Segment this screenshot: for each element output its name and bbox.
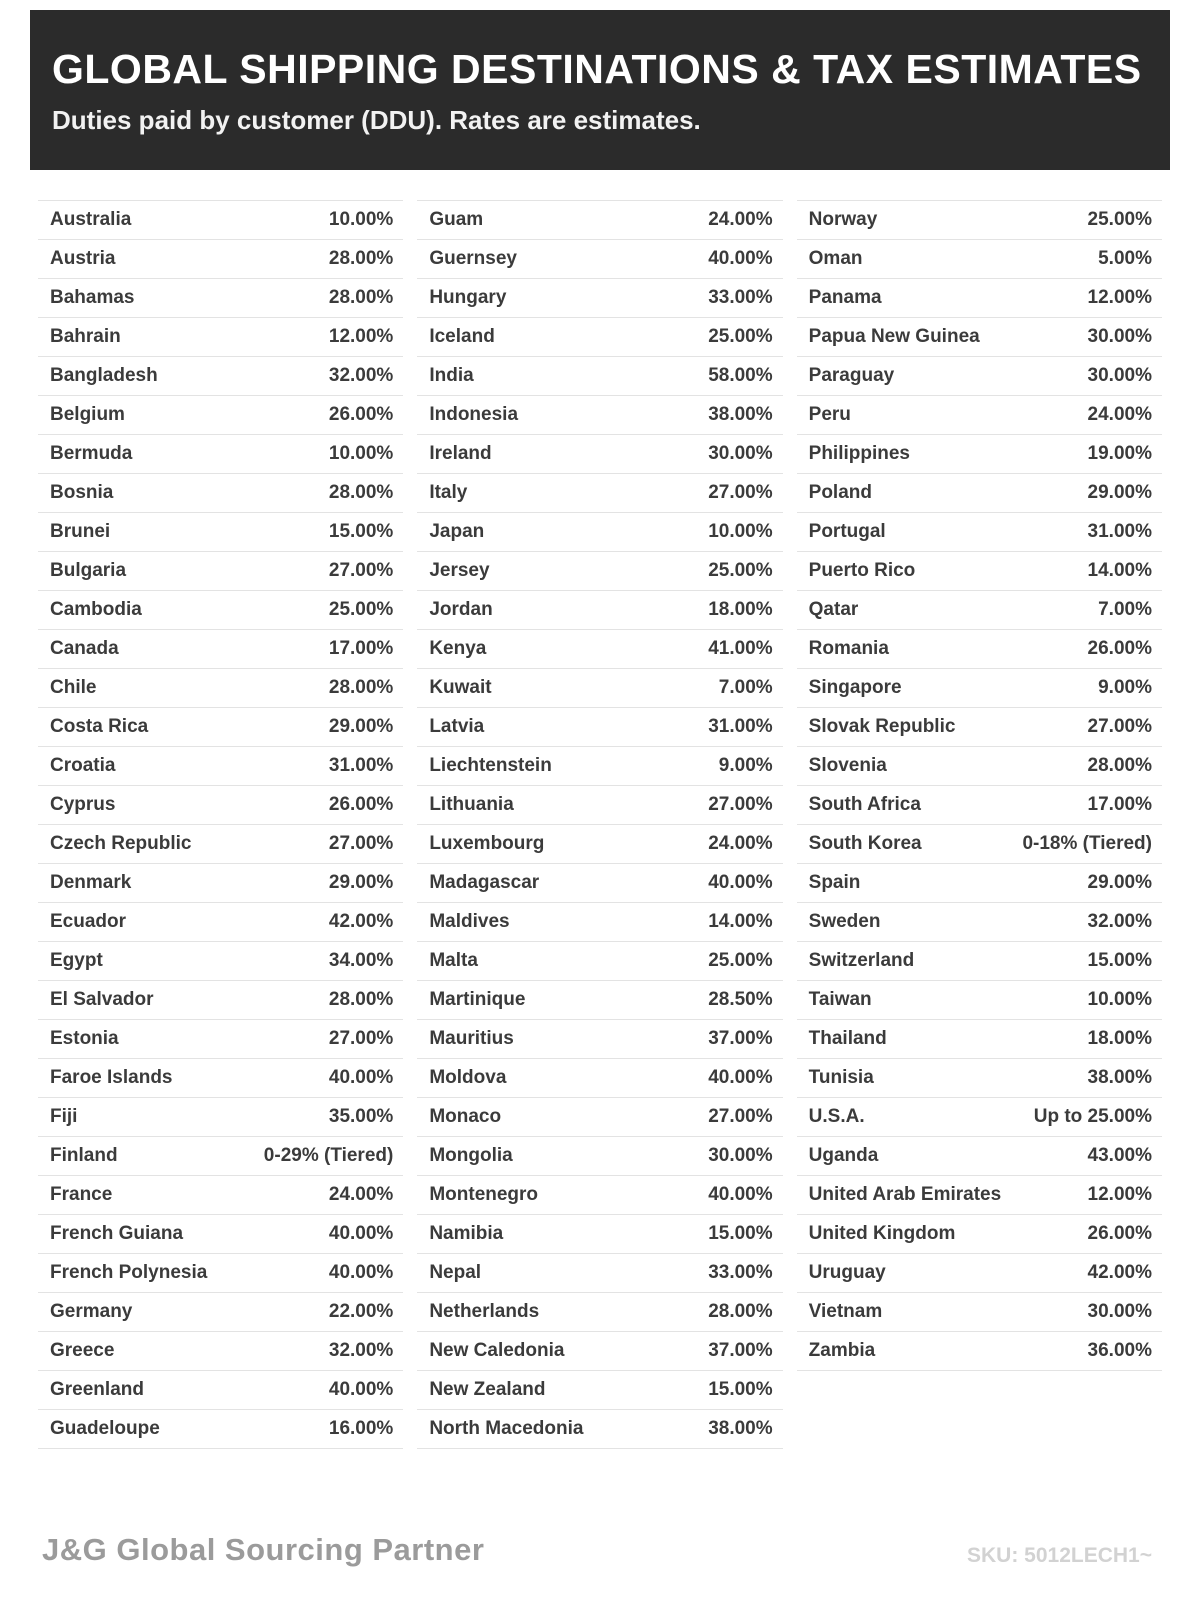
rate-row (38, 1176, 403, 1215)
tax-rate: 30.00% (1087, 365, 1152, 386)
country-name: Ireland (429, 443, 492, 464)
country-name: Belgium (50, 404, 125, 425)
rate-row (797, 786, 1162, 825)
tax-rate: 42.00% (1087, 1262, 1152, 1283)
rate-row (797, 825, 1162, 864)
tax-rate: 18.00% (708, 599, 773, 620)
tax-rate: 10.00% (328, 443, 394, 464)
country-name: Puerto Rico (808, 560, 916, 581)
rate-row (38, 1098, 403, 1137)
country-name: Kuwait (429, 677, 492, 698)
country-name: Uruguay (808, 1262, 886, 1283)
country-name: Estonia (50, 1028, 119, 1049)
country-name: Ecuador (50, 911, 127, 932)
country-name: Nepal (429, 1262, 482, 1283)
rate-row (797, 552, 1162, 591)
rate-row (417, 1332, 782, 1371)
country-name: Guadeloupe (50, 1418, 160, 1439)
tax-rate: 30.00% (708, 1145, 773, 1166)
rate-row (417, 396, 782, 435)
rates-column-1 (38, 200, 403, 1449)
country-name: Iceland (429, 326, 495, 347)
country-name: Croatia (50, 755, 116, 776)
rate-row (38, 435, 403, 474)
country-name: North Macedonia (429, 1418, 584, 1439)
tax-rate: 37.00% (708, 1340, 773, 1361)
rate-row (417, 1098, 782, 1137)
rate-row (38, 981, 403, 1020)
rate-row (797, 669, 1162, 708)
country-name: French Polynesia (50, 1262, 208, 1283)
tax-rate: 41.00% (708, 638, 773, 659)
country-name: Norway (808, 209, 878, 230)
tax-rate: 25.00% (708, 950, 773, 971)
tax-rate: 18.00% (1087, 1028, 1152, 1049)
country-name: Chile (50, 677, 97, 698)
tax-rate: 31.00% (708, 716, 773, 737)
brand-name: J&G Global Sourcing Partner (42, 1532, 485, 1567)
country-name: Hungary (429, 287, 507, 308)
country-name: Bosnia (50, 482, 114, 503)
tax-rate: 40.00% (708, 1067, 773, 1088)
tax-rate: 27.00% (708, 794, 773, 815)
country-name: Liechtenstein (429, 755, 552, 776)
tax-rate: 25.00% (708, 326, 773, 347)
tax-rate: 40.00% (328, 1223, 394, 1244)
country-name: Sweden (808, 911, 881, 932)
country-name: Taiwan (808, 989, 872, 1010)
country-name: Australia (50, 209, 132, 230)
rate-row (797, 474, 1162, 513)
page-subtitle: Duties paid by customer (DDU). Rates are estimates. (52, 105, 701, 135)
tax-rate: 28.00% (328, 482, 394, 503)
country-name: Romania (808, 638, 889, 659)
rate-row (38, 279, 403, 318)
country-name: South Korea (808, 833, 922, 854)
tax-rate: 19.00% (1087, 443, 1152, 464)
country-name: French Guiana (50, 1223, 184, 1244)
country-name: Indonesia (429, 404, 519, 425)
country-name: Austria (50, 248, 116, 269)
tax-rate: 9.00% (1098, 677, 1152, 698)
tax-rate: 17.00% (1087, 794, 1152, 815)
country-name: Slovak Republic (808, 716, 956, 737)
rate-row (38, 240, 403, 279)
country-name: El Salvador (50, 989, 154, 1010)
country-name: New Caledonia (429, 1340, 565, 1361)
rate-row (417, 981, 782, 1020)
tax-rate: 27.00% (328, 560, 394, 581)
header-banner (30, 10, 1170, 170)
country-name: Denmark (50, 872, 132, 893)
country-name: Germany (50, 1301, 133, 1322)
rate-row (38, 708, 403, 747)
rate-row (417, 1020, 782, 1059)
tax-rate: 28.00% (328, 248, 394, 269)
country-name: Japan (429, 521, 485, 542)
country-name: Mauritius (429, 1028, 514, 1049)
country-name: Peru (808, 404, 851, 425)
rate-row (797, 240, 1162, 279)
rate-row (417, 201, 782, 240)
tax-rate: 31.00% (1087, 521, 1152, 542)
rate-row (797, 435, 1162, 474)
country-name: Guernsey (429, 248, 517, 269)
tax-rate: 12.00% (1087, 287, 1152, 308)
country-name: Montenegro (429, 1184, 539, 1205)
rates-column-3 (797, 200, 1162, 1371)
tax-rate: 27.00% (708, 482, 773, 503)
rate-row (38, 1332, 403, 1371)
tax-rate: 28.50% (708, 989, 773, 1010)
tax-rate: 24.00% (328, 1184, 394, 1205)
tax-rate: 14.00% (708, 911, 773, 932)
tax-rate: 29.00% (1087, 872, 1152, 893)
country-name: Namibia (429, 1223, 504, 1244)
rate-row (797, 357, 1162, 396)
country-name: Cyprus (50, 794, 116, 815)
country-name: Monaco (429, 1106, 502, 1127)
rate-row (38, 1293, 403, 1332)
rates-column-2 (417, 200, 782, 1449)
tax-rate: 25.00% (328, 599, 394, 620)
tax-rate: 40.00% (708, 872, 773, 893)
country-name: Fiji (50, 1106, 78, 1127)
country-name: Czech Republic (50, 833, 192, 854)
country-name: Brunei (50, 521, 111, 542)
tax-rate: 7.00% (718, 677, 773, 698)
tax-rate: 24.00% (1087, 404, 1152, 425)
country-name: Greece (50, 1340, 115, 1361)
tax-rate: 30.00% (708, 443, 773, 464)
tax-rate: 15.00% (708, 1223, 773, 1244)
rate-row (417, 669, 782, 708)
tax-rate: 40.00% (328, 1067, 394, 1088)
country-name: India (429, 365, 474, 386)
country-name: Costa Rica (50, 716, 149, 737)
tax-rate: 29.00% (328, 716, 394, 737)
tax-rate: 25.00% (708, 560, 773, 581)
rate-row (417, 903, 782, 942)
country-name: Singapore (808, 677, 902, 698)
rate-row (38, 591, 403, 630)
rate-row (797, 1254, 1162, 1293)
tax-rate: 33.00% (708, 287, 773, 308)
tax-rate: 29.00% (328, 872, 394, 893)
country-name: Bahrain (50, 326, 121, 347)
country-name: Poland (808, 482, 872, 503)
tax-rate: 30.00% (1087, 1301, 1152, 1322)
rate-row (38, 1254, 403, 1293)
country-name: Lithuania (429, 794, 514, 815)
rate-row (38, 474, 403, 513)
rate-row (417, 1371, 782, 1410)
rate-row (797, 1176, 1162, 1215)
country-name: Bermuda (50, 443, 133, 464)
rate-row (38, 825, 403, 864)
tax-rate: 10.00% (708, 521, 773, 542)
country-name: Kenya (429, 638, 487, 659)
rate-row (797, 630, 1162, 669)
rate-row (417, 318, 782, 357)
tax-rate: 37.00% (708, 1028, 773, 1049)
rate-row (797, 1059, 1162, 1098)
tax-rate: 33.00% (708, 1262, 773, 1283)
tax-rate: 40.00% (328, 1262, 394, 1283)
tax-rate: 15.00% (1087, 950, 1152, 971)
shipping-rates-table (38, 200, 1162, 1449)
rate-row (38, 942, 403, 981)
tax-rate: 16.00% (328, 1418, 394, 1439)
tax-rate: 27.00% (1087, 716, 1152, 737)
country-name: Madagascar (429, 872, 540, 893)
country-name: Qatar (808, 599, 859, 620)
rate-row (797, 1098, 1162, 1137)
tax-rate: 15.00% (328, 521, 394, 542)
tax-rate: 26.00% (328, 404, 394, 425)
rate-row (38, 357, 403, 396)
tax-rate: 9.00% (718, 755, 773, 776)
rate-row (38, 630, 403, 669)
country-name: Guam (429, 209, 484, 230)
country-name: Bangladesh (50, 365, 158, 386)
tax-rate: 32.00% (328, 1340, 394, 1361)
tax-rate: 0-18% (Tiered) (1022, 833, 1152, 854)
country-name: Finland (50, 1145, 118, 1166)
rate-row (38, 1020, 403, 1059)
tax-rate: 24.00% (708, 833, 773, 854)
tax-rate: 5.00% (1098, 248, 1152, 269)
tax-rate: 26.00% (328, 794, 394, 815)
tax-rate: 28.00% (328, 677, 394, 698)
rate-row (417, 1215, 782, 1254)
tax-rate: 32.00% (328, 365, 394, 386)
country-name: Portugal (808, 521, 886, 542)
country-name: Switzerland (808, 950, 915, 971)
tax-rate: 28.00% (328, 287, 394, 308)
tax-rate: 24.00% (708, 209, 773, 230)
rate-row (38, 396, 403, 435)
rate-row (797, 1215, 1162, 1254)
rate-row (38, 747, 403, 786)
tax-rate: 14.00% (1087, 560, 1152, 581)
country-name: Maldives (429, 911, 510, 932)
rate-row (38, 1371, 403, 1410)
rate-row (38, 513, 403, 552)
rate-row (417, 1176, 782, 1215)
country-name: Papua New Guinea (808, 326, 980, 347)
rate-row (417, 357, 782, 396)
tax-rate: 12.00% (1087, 1184, 1152, 1205)
tax-rate: 43.00% (1087, 1145, 1152, 1166)
tax-rate: 40.00% (708, 248, 773, 269)
rate-row (417, 513, 782, 552)
tax-rate: 28.00% (328, 989, 394, 1010)
rate-row (417, 1254, 782, 1293)
country-name: Paraguay (808, 365, 895, 386)
country-name: Faroe Islands (50, 1067, 173, 1088)
rate-row (797, 1020, 1162, 1059)
tax-rate: 28.00% (1087, 755, 1152, 776)
tax-rate: 38.00% (1087, 1067, 1152, 1088)
tax-rate: Up to 25.00% (1033, 1106, 1152, 1127)
page-title: GLOBAL SHIPPING DESTINATIONS & TAX ESTIMATES (52, 46, 1142, 92)
tax-rate: 26.00% (1087, 1223, 1152, 1244)
tax-rate: 28.00% (708, 1301, 773, 1322)
rate-row (38, 1410, 403, 1449)
rate-row (797, 942, 1162, 981)
country-name: France (50, 1184, 113, 1205)
rate-row (797, 903, 1162, 942)
country-name: Panama (808, 287, 882, 308)
country-name: United Arab Emirates (808, 1184, 1002, 1205)
tax-rate: 36.00% (1087, 1340, 1152, 1361)
rate-row (417, 786, 782, 825)
country-name: Malta (429, 950, 478, 971)
rate-row (38, 201, 403, 240)
rate-row (417, 1293, 782, 1332)
rate-row (38, 786, 403, 825)
tax-rate: 42.00% (328, 911, 394, 932)
rate-row (417, 474, 782, 513)
country-name: U.S.A. (808, 1106, 865, 1127)
sku-label: SKU: 5012LECH1~ (967, 1544, 1152, 1567)
tax-rate: 27.00% (708, 1106, 773, 1127)
rate-row (417, 825, 782, 864)
rate-row (38, 864, 403, 903)
country-name: Netherlands (429, 1301, 540, 1322)
tax-rate: 17.00% (328, 638, 394, 659)
rate-row (38, 1059, 403, 1098)
country-name: South Africa (808, 794, 921, 815)
country-name: Mongolia (429, 1145, 513, 1166)
country-name: Oman (808, 248, 863, 269)
country-name: Italy (429, 482, 468, 503)
rate-row (797, 318, 1162, 357)
tax-rate: 27.00% (328, 1028, 394, 1049)
tax-rate: 40.00% (328, 1379, 394, 1400)
rate-row (797, 591, 1162, 630)
rate-row (797, 279, 1162, 318)
rate-row (38, 669, 403, 708)
tax-rate: 12.00% (328, 326, 394, 347)
country-name: Moldova (429, 1067, 507, 1088)
country-name: Bulgaria (50, 560, 127, 581)
rate-row (797, 864, 1162, 903)
tax-rate: 0-29% (Tiered) (263, 1145, 394, 1166)
rate-row (417, 552, 782, 591)
rate-row (417, 591, 782, 630)
country-name: Bahamas (50, 287, 135, 308)
rate-row (797, 1332, 1162, 1371)
country-name: Canada (50, 638, 119, 659)
rate-row (417, 864, 782, 903)
tax-rate: 27.00% (328, 833, 394, 854)
tax-rate: 10.00% (328, 209, 394, 230)
rate-row (797, 708, 1162, 747)
tax-rate: 35.00% (328, 1106, 394, 1127)
tax-rate: 58.00% (708, 365, 773, 386)
country-name: New Zealand (429, 1379, 546, 1400)
tax-rate: 30.00% (1087, 326, 1152, 347)
rate-row (38, 318, 403, 357)
country-name: Uganda (808, 1145, 879, 1166)
tax-rate: 15.00% (708, 1379, 773, 1400)
country-name: Cambodia (50, 599, 142, 620)
tax-rate: 34.00% (328, 950, 394, 971)
rate-row (417, 747, 782, 786)
rate-row (417, 708, 782, 747)
rate-row (417, 1059, 782, 1098)
tax-rate: 25.00% (1087, 209, 1152, 230)
rate-row (38, 903, 403, 942)
rate-row (38, 1215, 403, 1254)
country-name: Greenland (50, 1379, 144, 1400)
tax-rate: 22.00% (328, 1301, 394, 1322)
country-name: Jersey (429, 560, 490, 581)
country-name: Zambia (808, 1340, 876, 1361)
tax-rate: 31.00% (328, 755, 394, 776)
country-name: Jordan (429, 599, 493, 620)
tax-rate: 32.00% (1087, 911, 1152, 932)
rate-row (417, 942, 782, 981)
rate-row (797, 747, 1162, 786)
rate-row (417, 435, 782, 474)
rate-row (38, 552, 403, 591)
rate-row (797, 396, 1162, 435)
country-name: Spain (808, 872, 861, 893)
country-name: Slovenia (808, 755, 887, 776)
tax-rate: 26.00% (1087, 638, 1152, 659)
country-name: Egypt (50, 950, 103, 971)
rate-row (417, 1137, 782, 1176)
rate-row (417, 279, 782, 318)
country-name: Vietnam (808, 1301, 883, 1322)
rate-row (797, 201, 1162, 240)
country-name: Tunisia (808, 1067, 874, 1088)
country-name: Martinique (429, 989, 526, 1010)
tax-rate: 29.00% (1087, 482, 1152, 503)
rate-row (38, 1137, 403, 1176)
country-name: Philippines (808, 443, 911, 464)
tax-rate: 40.00% (708, 1184, 773, 1205)
rate-row (797, 513, 1162, 552)
tax-rate: 7.00% (1098, 599, 1152, 620)
tax-rate: 38.00% (708, 1418, 773, 1439)
country-name: Luxembourg (429, 833, 545, 854)
country-name: Latvia (429, 716, 485, 737)
tax-rate: 10.00% (1087, 989, 1152, 1010)
country-name: United Kingdom (808, 1223, 956, 1244)
rate-row (797, 1137, 1162, 1176)
rate-row (417, 1410, 782, 1449)
rate-row (417, 240, 782, 279)
footer (0, 1532, 1200, 1610)
rate-row (797, 981, 1162, 1020)
rate-row (417, 630, 782, 669)
tax-rate: 38.00% (708, 404, 773, 425)
country-name: Thailand (808, 1028, 887, 1049)
rate-row (797, 1293, 1162, 1332)
